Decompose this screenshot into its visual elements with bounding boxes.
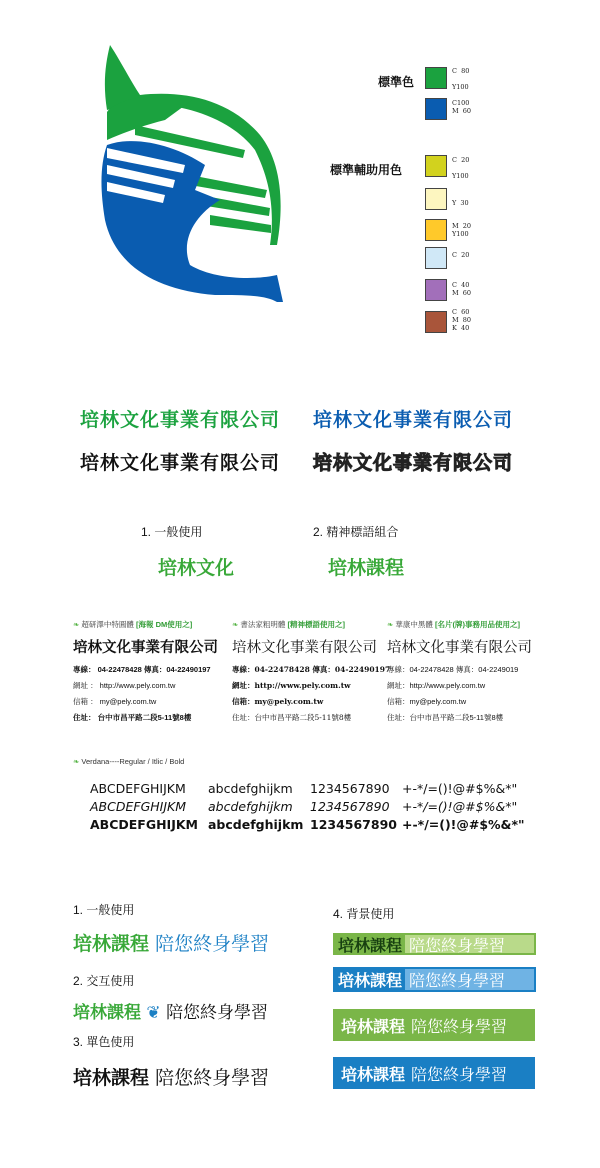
- swatch-code: C100 M 60: [452, 99, 472, 115]
- logo-text: 培林課程: [328, 558, 405, 579]
- font-usage-note: [精神標語使用之]: [287, 620, 345, 629]
- slogan-mono: [73, 1063, 269, 1090]
- swatch-code: C 60 M 80 K 40: [452, 308, 472, 332]
- bg-sample-light-blue: [333, 967, 536, 992]
- standard-color-label: 標準色: [378, 75, 415, 89]
- brand-text: 培林課程: [73, 1067, 150, 1089]
- type-lower: abcdefghijkm: [208, 799, 293, 814]
- card-address: 住址：台中市昌平路二段5-11號8樓: [232, 713, 352, 722]
- card-title: 培林文化事業有限公司: [232, 640, 377, 656]
- company-name-black: 培林文化事業有限公司: [80, 453, 281, 474]
- type-upper: ABCDEFGHIJKM: [90, 817, 198, 832]
- slogan-text: 陪您終身學習: [166, 1003, 269, 1023]
- swatch-code: C 80 Y100: [452, 67, 470, 91]
- brand-text: 培林課程: [73, 1003, 141, 1022]
- swatch-code: C 40 M 60: [452, 281, 472, 297]
- card-title: 培林文化事業有限公司: [387, 640, 532, 656]
- typeface-name: Verdana----Regular / Itlic / Bold: [81, 757, 185, 766]
- swatch-code: C 20 Y100: [452, 156, 470, 180]
- bg-sample-light-green: [333, 933, 536, 955]
- slogan-text: 陪您終身學習: [155, 933, 270, 955]
- leaf-icon: ❧: [73, 620, 80, 629]
- font-usage-note: [海報 DM使用之]: [135, 620, 193, 629]
- type-digits: 1234567890: [310, 781, 390, 796]
- type-symbols: +-*/=()!@#$%&*": [402, 817, 525, 832]
- swatch-aux-purple: [425, 279, 447, 301]
- swatch-aux-cream: [425, 188, 447, 210]
- font-name: 書法家粗明體: [240, 620, 286, 629]
- swatch-code: M 20 Y100: [452, 222, 472, 238]
- swatch-aux-yellow: [425, 219, 447, 241]
- slogan-item-background: 4. 背景使用: [333, 907, 395, 921]
- swatch-standard-green: [425, 67, 447, 89]
- card-address: 住址：台中市昌平路二段5-11號8樓: [387, 713, 504, 722]
- slogan-text: 陪您終身學習: [411, 1016, 508, 1036]
- font-sample-header: [232, 619, 392, 630]
- font-name: 華康中黑體: [395, 620, 433, 629]
- company-name-green: 培林文化事業有限公司: [80, 410, 281, 431]
- brand-text: 培林課程: [341, 1064, 406, 1084]
- bg-sample-green: [333, 1009, 535, 1041]
- slogan-interactive: [73, 998, 268, 1023]
- swatch-aux-yellowgreen: [425, 155, 447, 177]
- font-name: 超研澤中特圓體: [81, 620, 134, 629]
- card-website: 網址：http://www.pely.com.tw: [232, 681, 351, 690]
- leaf-icon: ❧: [387, 620, 394, 629]
- logo-peilin-culture: [158, 553, 234, 580]
- company-name-blue: 培林文化事業有限公司: [313, 410, 514, 431]
- type-digits: 1234567890: [310, 817, 397, 832]
- leaf-icon: ❦: [146, 1003, 161, 1023]
- slogan-text: 陪您終身學習: [405, 935, 534, 953]
- type-upper: ABCDEFGHIJKM: [90, 799, 187, 814]
- slogan-general: [73, 929, 269, 956]
- font-sample-header: [73, 619, 233, 630]
- type-italic-row: [90, 799, 517, 814]
- card-phone: 專線： 04-22478428 傳真：04-22490197: [73, 665, 211, 674]
- card-email: 信箱：my@pely.com.tw: [387, 697, 467, 706]
- brand-text: 培林課程: [335, 935, 405, 953]
- card-email: 信箱：my@pely.com.tw: [232, 697, 324, 706]
- bg-sample-blue: [333, 1057, 535, 1089]
- type-lower: abcdefghijkm: [208, 817, 304, 832]
- slogan-text: 陪您終身學習: [405, 969, 534, 990]
- swatch-code: C 20: [452, 251, 470, 259]
- card-phone: 專線：04-22478428 傳真：04-22490197: [232, 665, 391, 674]
- font-sample-2: [232, 619, 392, 723]
- swatch-aux-brown: [425, 311, 447, 333]
- type-symbols: +-*/=()!@#$%&*": [402, 781, 518, 796]
- leaf-icon: ❧: [73, 757, 80, 766]
- logo-peilin-course: [328, 553, 404, 580]
- logo-text: 培林文化: [158, 558, 235, 579]
- font-usage-note: [名片(牌)事務用品使用之]: [434, 620, 520, 629]
- type-bold-row: [90, 817, 525, 832]
- card-title: 培林文化事業有限公司: [73, 640, 218, 656]
- font-sample-1: [73, 619, 233, 723]
- swatch-standard-blue: [425, 98, 447, 120]
- swatch-code: Y 30: [452, 199, 469, 207]
- slogan-item-general: 1. 一般使用: [73, 903, 135, 917]
- type-upper: ABCDEFGHIJKM: [90, 781, 186, 796]
- brand-text: 培林課程: [335, 969, 405, 990]
- auxiliary-color-label: 標準輔助用色: [330, 163, 403, 177]
- leaf-logo-icon: [95, 40, 295, 305]
- card-website: 網址 ： http://www.pely.com.tw: [73, 681, 176, 690]
- brand-text: 培林課程: [73, 934, 150, 955]
- card-address: 住址： 台中市昌平路二段5-11號8樓: [73, 713, 192, 722]
- font-sample-3: [387, 619, 552, 723]
- font-sample-header: [387, 619, 552, 630]
- card-website: 網址：http://www.pely.com.tw: [387, 681, 486, 690]
- slogan-item-interactive: 2. 交互使用: [73, 974, 135, 988]
- usage-item-slogan: 2. 精神標語組合: [313, 525, 399, 539]
- slogan-item-mono: 3. 單色使用: [73, 1035, 135, 1049]
- card-phone: 專線：04-22478428 傳真：04-2249019: [387, 665, 519, 674]
- company-name-outline: 培林文化事業有限公司: [313, 453, 514, 474]
- type-regular-row: [90, 781, 517, 796]
- type-lower: abcdefghijkm: [208, 781, 293, 796]
- swatch-aux-lightblue: [425, 247, 447, 269]
- usage-item-general: 1. 一般使用: [141, 525, 203, 539]
- typeface-label: [73, 757, 184, 766]
- brand-text: 培林課程: [341, 1016, 406, 1036]
- card-email: 信箱 ： my@pely.com.tw: [73, 697, 157, 706]
- type-symbols: +-*/=()!@#$%&*": [402, 799, 518, 814]
- slogan-text: 陪您終身學習: [155, 1067, 270, 1089]
- slogan-text: 陪您終身學習: [411, 1064, 508, 1084]
- leaf-icon: ❧: [232, 620, 239, 629]
- type-digits: 1234567890: [310, 799, 390, 814]
